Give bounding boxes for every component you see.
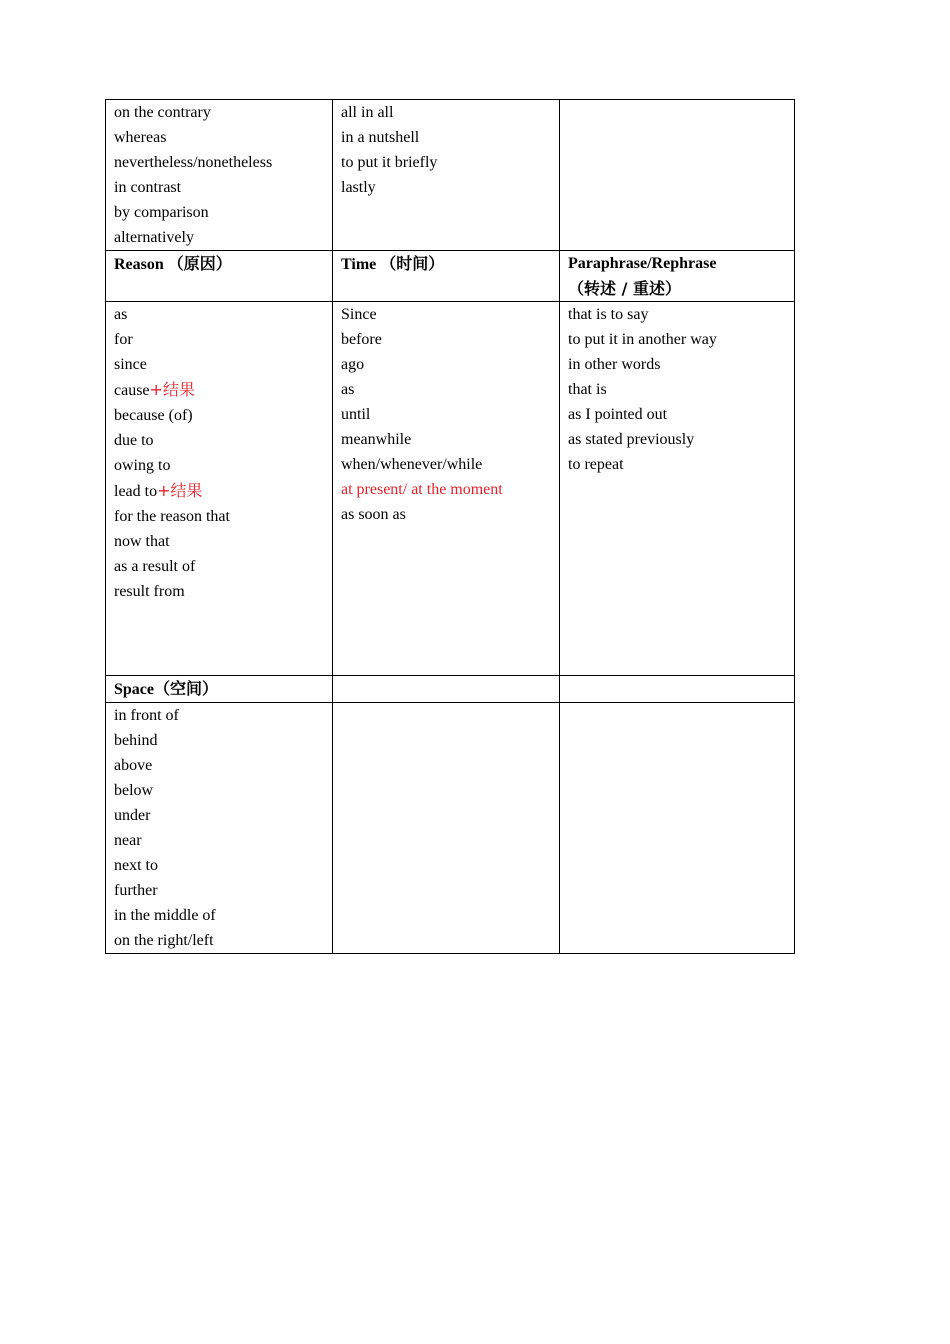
list-item: by comparison (114, 204, 209, 221)
empty-cell (560, 100, 795, 251)
table-header-row (106, 676, 795, 703)
list-item: for (114, 331, 133, 348)
list-item: ago (341, 356, 365, 373)
list-item: as I pointed out (568, 406, 668, 423)
paraphrase-header (560, 251, 795, 302)
highlight-note: +结果 (149, 380, 195, 399)
table-row (106, 100, 795, 251)
reason-header-en: Reason (114, 256, 164, 273)
highlight-note: +结果 (157, 481, 203, 500)
list-item: due to (114, 432, 154, 449)
paraphrase-header-en: Paraphrase/Rephrase (568, 255, 717, 272)
list-item: for the reason that (114, 508, 230, 525)
list-item: until (341, 406, 371, 423)
list-item: above (114, 757, 153, 774)
empty-cell (560, 703, 795, 954)
list-item: in a nutshell (341, 129, 420, 146)
list-item: next to (114, 857, 158, 874)
space-header-en: Space (114, 681, 154, 698)
list-item: below (114, 782, 154, 799)
contrast-cell (106, 100, 333, 251)
reason-cell (106, 302, 333, 676)
list-item: owing to (114, 457, 171, 474)
list-item: further (114, 882, 158, 899)
list-item: on the right/left (114, 932, 214, 949)
empty-cell (333, 703, 560, 954)
list-item: as stated previously (568, 431, 695, 448)
list-item: as soon as (341, 506, 406, 523)
list-item (114, 478, 324, 504)
list-item: alternatively (114, 229, 194, 246)
reason-header-zh: （原因） (167, 254, 232, 273)
list-item: to put it briefly (341, 154, 438, 171)
list-item: since (114, 356, 147, 373)
list-item: before (341, 331, 382, 348)
list-item-text: lead to (114, 483, 158, 500)
list-item: Since (341, 306, 377, 323)
list-item: meanwhile (341, 431, 412, 448)
list-item-text: cause (114, 382, 150, 399)
reason-header (106, 251, 333, 302)
space-cell (106, 703, 333, 954)
list-item: behind (114, 732, 158, 749)
empty-cell (333, 676, 560, 703)
connectives-table (105, 99, 795, 954)
table-row (106, 302, 795, 676)
time-header (333, 251, 560, 302)
list-item: on the contrary (114, 104, 211, 121)
list-item: in other words (568, 356, 661, 373)
time-header-zh: （时间） (380, 254, 445, 273)
list-item (114, 377, 324, 403)
list-item: all in all (341, 104, 394, 121)
paraphrase-cell (560, 302, 795, 676)
paraphrase-header-zh: （转述 / 重述） (568, 279, 681, 298)
list-item: under (114, 807, 151, 824)
list-item: because (of) (114, 407, 193, 424)
summary-cell (333, 100, 560, 251)
list-item: as (114, 306, 128, 323)
list-item: to repeat (568, 456, 624, 473)
list-item-highlighted: at present/ at the moment (341, 481, 503, 498)
list-item: nevertheless/nonetheless (114, 154, 273, 171)
time-header-en: Time (341, 256, 377, 273)
table-row (106, 703, 795, 954)
list-item: in the middle of (114, 907, 216, 924)
time-cell (333, 302, 560, 676)
list-item: as (341, 381, 355, 398)
list-item: in front of (114, 707, 179, 724)
list-item: near (114, 832, 142, 849)
list-item: as a result of (114, 558, 196, 575)
list-item: when/whenever/while (341, 456, 483, 473)
list-item: in contrast (114, 179, 182, 196)
list-item: result from (114, 583, 185, 600)
space-header-zh: （空间） (154, 679, 219, 698)
list-item: whereas (114, 129, 167, 146)
list-item: that is to say (568, 306, 649, 323)
list-item: lastly (341, 179, 376, 196)
list-item: that is (568, 381, 607, 398)
list-item: now that (114, 533, 170, 550)
table-header-row (106, 251, 795, 302)
empty-cell (560, 676, 795, 703)
space-header (106, 676, 333, 703)
list-item: to put it in another way (568, 331, 717, 348)
